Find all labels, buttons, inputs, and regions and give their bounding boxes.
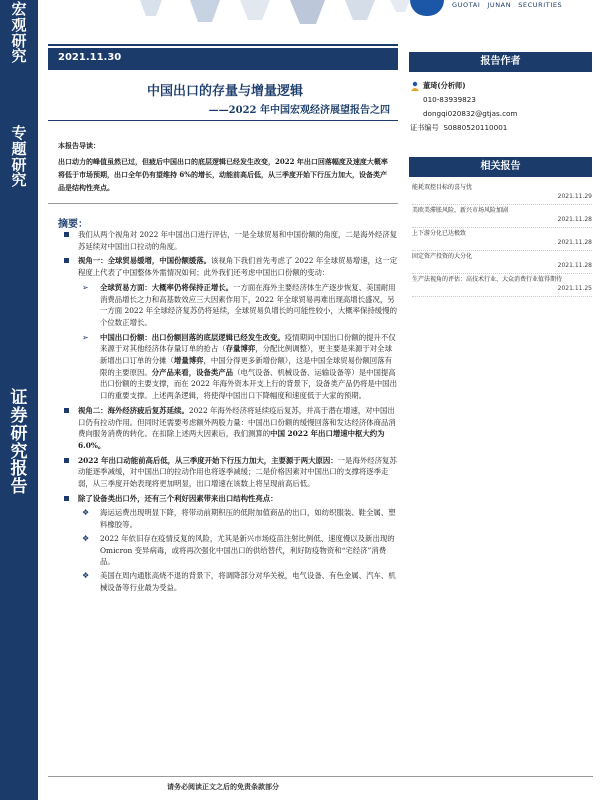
related-report-item[interactable] <box>412 205 592 228</box>
abstract-text: 存量博弈 <box>225 344 256 354</box>
abstract-text: 分产品来看，设备类产品 <box>151 367 234 377</box>
related-report-item[interactable] <box>412 182 592 205</box>
related-report-date: 2021.11.28 <box>557 262 592 269</box>
abstract-bullet <box>58 533 398 568</box>
abstract-text: 疫情期间中国出口份额的提升不仅来源于对其他经济体存量订单的抢占（ <box>100 332 396 354</box>
related-report-date: 2021.11.25 <box>557 285 592 292</box>
related-report-title[interactable]: 固定资产投资的大分化 <box>412 253 473 260</box>
guide-heading: 本报告导读： <box>58 141 100 150</box>
top-rule <box>48 44 398 46</box>
author-section-title: 报告作者 <box>409 52 592 72</box>
author-phone: 010-83939823 <box>423 95 476 104</box>
related-report-item[interactable] <box>412 274 592 297</box>
certificate-number: S0880520110001 <box>443 123 508 132</box>
author-row <box>410 79 595 93</box>
related-section-title: 相关报告 <box>409 157 592 177</box>
footer-divider <box>48 776 593 777</box>
related-report-title[interactable]: 生产法视角的评估：高技术行业、大众消费行业值得期待 <box>412 276 563 283</box>
related-report-list <box>412 182 592 297</box>
related-report-title[interactable]: 能耗双控目标的喜与忧 <box>412 184 473 191</box>
abstract-text: 2022 年依旧存在疫情反复的风险，尤其是新兴市场疫苗注射比例低、速度慢以及新出现的 Omicron 变异病毒，或将再次强化中国出口的供给替代，利好防疫物资和“宅经济”消费品。 <box>100 533 395 567</box>
related-report-item[interactable] <box>412 228 592 251</box>
abstract-text: 视角二：海外经济疲后复苏延续。 <box>78 405 189 415</box>
diamond-banner-decoration <box>120 0 440 26</box>
abstract-text: 美国在周内通胀高烧不退的背景下，将调降部分对华关税，电气设备、有色金属、汽车、机械设备等行业最为受益。 <box>100 570 396 592</box>
related-report-title[interactable]: 美欧美滞胀风险，新兴市场风险加剧 <box>412 207 509 214</box>
brand-word: GUOTAI <box>452 1 481 9</box>
abstract-bullet <box>58 405 398 452</box>
abstract-text: 一是海外经济复苏动能逐季减缓，对中国出口的拉动作用也将逐季减缓；二是价格因素对中国出口的支撑将逐季走弱，从三季度开始表现将更加明显，出口增速在该数上将呈现前高后低。 <box>78 455 397 489</box>
certificate-row <box>410 121 595 135</box>
diamond-bullet-icon: ❖ <box>82 508 90 518</box>
related-report-date: 2021.11.29 <box>557 193 592 200</box>
arrow-bullet-icon: ➢ <box>82 282 89 292</box>
abstract-text: 2022 年海外经济将延续疫后复苏，并高于潜在增速，对中国出口仍有拉动作用。但同时还需要考虑额外两股力量：中国出口份额的缓慢回落和发达经济体商品消费向服务消费的转化。在扣除上述两大因素后，我们测算的 <box>78 405 396 439</box>
abstract-text: （电气设备、机械设备、运输设备等）是中国提高出口份额的主要支撑，而在 2022 年海外资本开支上行的背景下，设备类产品仍将是中国出口的重要支撑。上述两条逻辑，将使得中国出口下降幅度和速度低于大家的预期。 <box>100 367 397 401</box>
abstract-text: ，分配比例调整），更主要是来源于对全球新增出口订单的分摊（ <box>100 344 392 366</box>
abstract-text: ，中国分得更多新增份额），这是中国全球贸易份额回落有限的主要原因。 <box>100 356 392 377</box>
abstract-text: 中国出口份额：出口份额回落的底层逻辑已经发生改变。 <box>100 332 285 342</box>
title-divider <box>48 120 398 121</box>
brand-name-en <box>452 1 569 9</box>
abstract-bullet <box>58 507 398 530</box>
guide-body: 出口动力的峰值虽然已过，但疲后中国出口的底层逻辑已经发生改变，2022 年出口回落幅度及速度大概率将低于市场预期，出口全年仍有望维持 6%的增长，动能前高后低，从三季度开始下行压力加大，设备类产品是结构性亮点。 <box>58 157 388 192</box>
category-tag-macro: 宏观研究 <box>11 0 27 66</box>
category-tag-research-report: 证券研究报告 <box>10 388 28 498</box>
category-tag-special: 专题研究 <box>11 124 27 190</box>
abstract-body <box>58 229 398 595</box>
abstract-bullet <box>58 229 398 252</box>
guide-divider <box>48 203 398 204</box>
abstract-text: 该视角下我们首先考虑了 2022 年全球贸易增速，这一定程度上代表了中国整体外需情况如何；此外我们还考虑中国出口份额的变动： <box>78 256 398 278</box>
author-block <box>410 79 595 135</box>
author-name: 董琦(分析师) <box>423 81 466 90</box>
abstract-bullet <box>58 493 398 505</box>
abstract-bullet <box>58 282 398 329</box>
abstract-text: 增量博弈 <box>173 356 204 366</box>
related-report-date: 2021.11.28 <box>557 216 592 223</box>
related-report-item[interactable] <box>412 251 592 274</box>
related-report-title[interactable]: 上下游分化已达极致 <box>412 230 467 237</box>
certificate-label: 证书编号 <box>410 123 439 132</box>
report-date: 2021.11.30 <box>58 52 122 63</box>
related-report-date: 2021.11.28 <box>557 239 592 246</box>
author-email[interactable]: dongqi020832@gtjas.com <box>423 109 518 118</box>
abstract-text: 视角一：全球贸易缓增，中国份额缓落。 <box>78 256 212 266</box>
abstract-text: 2022 年出口动能前高后低，从三季度开始下行压力加大，主要源于两大原因： <box>78 455 338 465</box>
abstract-bullet <box>58 455 398 490</box>
page-subtitle: ——2022 年中国宏观经济展望报告之四 <box>208 105 390 116</box>
abstract-text: 除了设备类出口外，还有三个利好因素带来出口结构性亮点： <box>78 493 278 503</box>
person-icon <box>410 81 420 91</box>
abstract-bullet <box>58 570 398 593</box>
abstract-text: 中国 2022 年出口增速中枢大约为 6.0%。 <box>78 429 385 450</box>
arrow-bullet-icon: ➢ <box>82 332 89 342</box>
abstract-text: 我们从两个视角对 2022 年中国出口进行评估，一是全球贸易和中国份额的角度，二是海外经济复苏延续对中国出口拉动的角度。 <box>78 230 398 251</box>
brand-word: SECURITIES <box>518 1 563 9</box>
diamond-bullet-icon: ❖ <box>82 570 90 580</box>
diamond-bullet-icon: ❖ <box>82 533 90 543</box>
abstract-bullet <box>58 255 398 278</box>
brand-word: JUNAN <box>487 1 512 9</box>
abstract-text: 海运运费出现明显下降，将带动前期积压的低附加值商品的出口，如纺织服装、鞋全属、塑料橡胶等。 <box>100 508 396 530</box>
abstract-text: 全球贸易方面：大概率仍将保持正增长。 <box>100 282 234 292</box>
disclaimer-footer: 请务必阅读正文之后的免责条款部分 <box>167 782 279 791</box>
abstract-bullet <box>58 332 398 402</box>
page-title: 中国出口的存量与增量逻辑 <box>146 84 303 99</box>
abstract-text: 一方面在海外主要经济体生产逐步恢复、美国耐用消费品增长之力和高基数效应三大因素作用下，2022 年全球贸易再难出现高增长盛况，另一方面 2022 年全球经济复苏仍将延续，全球贸易负增长的可能性较小，大概率保持缓慢的个位数正增长。 <box>100 282 397 327</box>
abstract-heading: 摘要： <box>58 219 88 230</box>
